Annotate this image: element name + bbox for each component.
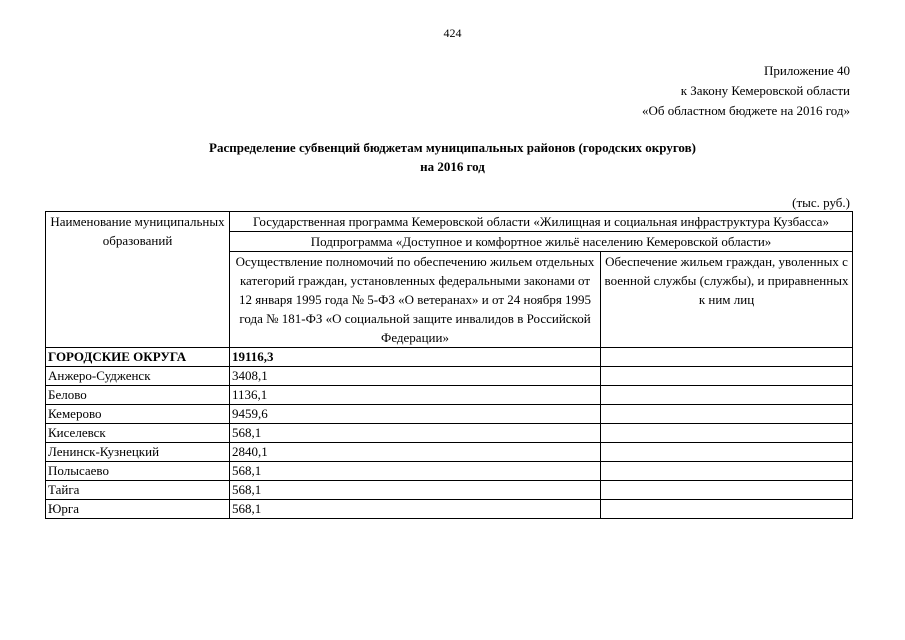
table-row (46, 367, 853, 386)
row-name: Анжеро-Судженск (46, 367, 230, 386)
row-value-2 (601, 462, 853, 481)
row-value-2 (601, 367, 853, 386)
title-line-1: Распределение субвенций бюджетам муниципальных районов (городских округов) (209, 140, 696, 155)
row-name: Белово (46, 386, 230, 405)
units-label: (тыс. руб.) (792, 195, 850, 210)
header-military: Обеспечение жильем граждан, уволенных с военной службы (службы), и приравненных к ним лиц (601, 252, 853, 348)
row-name: Киселевск (46, 424, 230, 443)
row-value-2 (601, 500, 853, 519)
appendix-line-3: «Об областном бюджете на 2016 год» (642, 103, 850, 118)
row-name: Кемерово (46, 405, 230, 424)
table-row (46, 386, 853, 405)
title-line-2: на 2016 год (420, 159, 485, 174)
row-name: Тайга (46, 481, 230, 500)
row-value: 568,1 (230, 462, 601, 481)
table-row (46, 462, 853, 481)
subsidies-table (45, 211, 853, 519)
header-veterans-disabled: Осуществление полномочий по обеспечению жильем отдельных категорий граждан, установленных федеральными законами от 12 января 1995 года № 5-ФЗ «О ветеранах» и от 24 ноября 1995 года № 181-ФЗ «О социальной защите инвалидов в Российской Федерации» (230, 252, 601, 348)
header-subprogram: Подпрограмма «Доступное и комфортное жильё населению Кемеровской области» (230, 232, 853, 252)
table-row (46, 405, 853, 424)
header-row-program (46, 212, 853, 232)
appendix-line-2: к Закону Кемеровской области (680, 83, 850, 98)
table-row (46, 424, 853, 443)
row-name: Полысаево (46, 462, 230, 481)
total-row (46, 348, 853, 367)
row-value-2 (601, 386, 853, 405)
header-program: Государственная программа Кемеровской области «Жилищная и социальная инфраструктура Кузбасса» (230, 212, 853, 232)
total-value-2 (601, 348, 853, 367)
page-number: 424 (443, 26, 462, 40)
table-row (46, 443, 853, 462)
row-value-2 (601, 424, 853, 443)
appendix-line-1: Приложение 40 (763, 63, 850, 78)
row-value: 568,1 (230, 500, 601, 519)
table-row (46, 500, 853, 519)
row-value: 568,1 (230, 424, 601, 443)
total-name: ГОРОДСКИЕ ОКРУГА (46, 348, 230, 367)
row-value: 9459,6 (230, 405, 601, 424)
row-name: Юрга (46, 500, 230, 519)
row-value-2 (601, 443, 853, 462)
total-value: 19116,3 (230, 348, 601, 367)
appendix-block (642, 61, 850, 121)
row-value-2 (601, 405, 853, 424)
header-municipality: Наименование муниципальных образований (46, 212, 230, 348)
row-value: 1136,1 (230, 386, 601, 405)
row-value: 3408,1 (230, 367, 601, 386)
row-value-2 (601, 481, 853, 500)
row-value: 2840,1 (230, 443, 601, 462)
document-title (0, 138, 905, 176)
row-name: Ленинск-Кузнецкий (46, 443, 230, 462)
row-value: 568,1 (230, 481, 601, 500)
table-row (46, 481, 853, 500)
